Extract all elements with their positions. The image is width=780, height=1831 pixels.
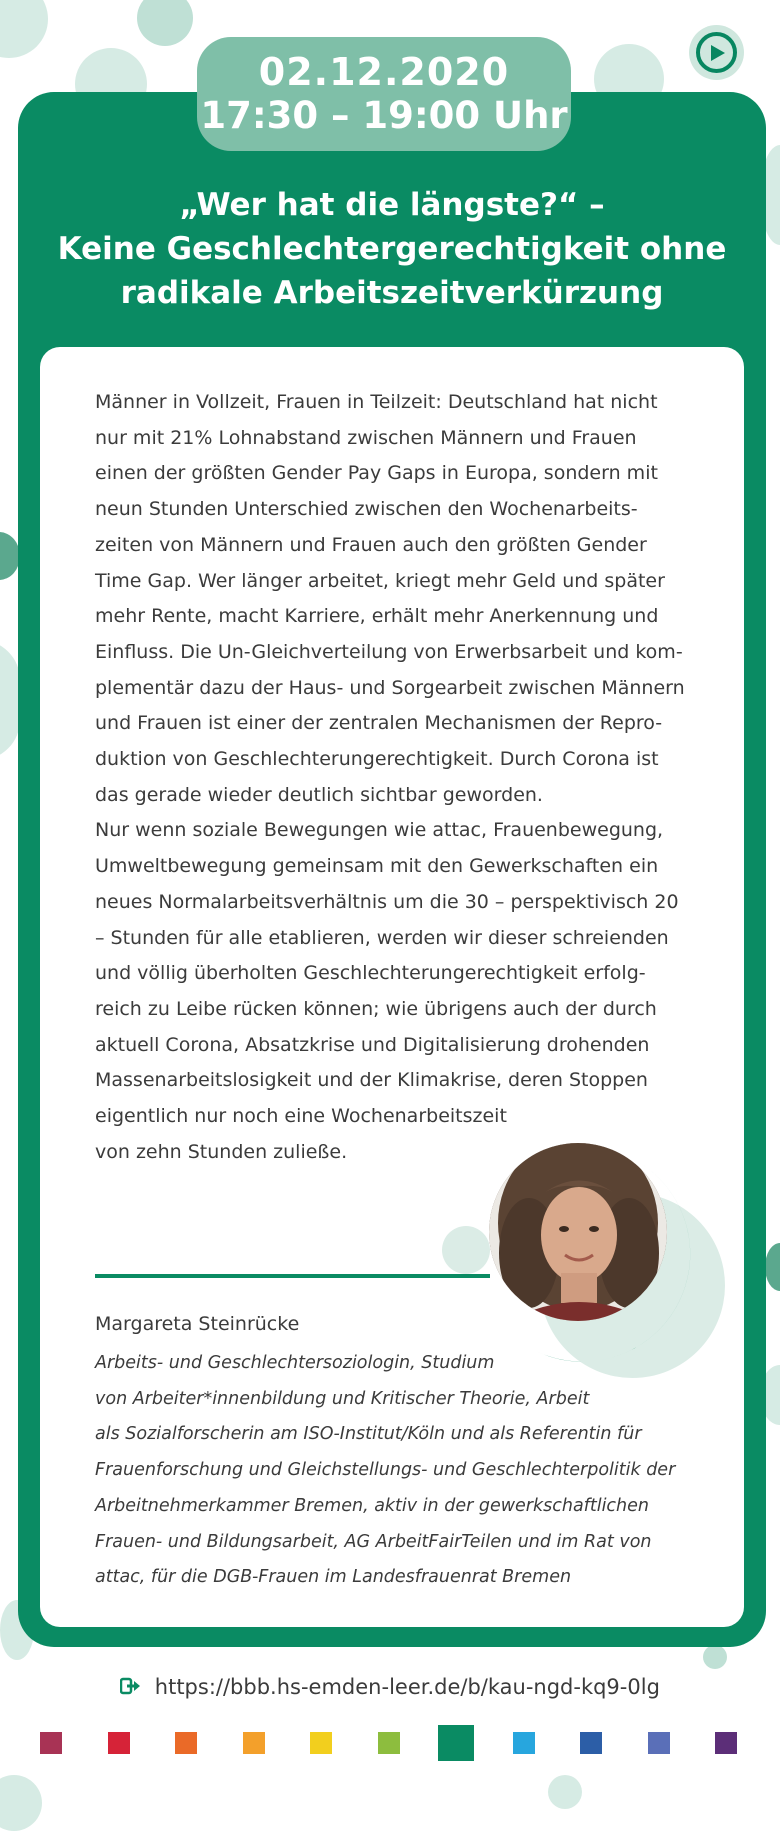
event-description — [95, 385, 715, 1170]
description-line: einen der größten Gender Pay Gaps in Europa, sondern mit — [95, 462, 658, 485]
description-line: plementär dazu der Haus- und Sorgearbeit zwischen Männern — [95, 676, 685, 699]
external-link-arrow-icon — [120, 1676, 142, 1700]
description-line: mehr Rente, macht Karriere, erhält mehr Anerkennung und — [95, 605, 659, 628]
description-line: duktion von Geschlechterungerechtigkeit. Durch Corona ist — [95, 748, 659, 771]
description-line: Time Gap. Wer länger arbeitet, kriegt mehr Geld und später — [95, 569, 665, 592]
meeting-link[interactable]: https://bbb.hs-emden-leer.de/b/kau-ngd-kq9-0lg — [154, 1675, 660, 1699]
description-line: und Frauen ist einer der zentralen Mechanismen der Repro- — [95, 712, 663, 735]
color-swatch — [310, 1732, 332, 1754]
description-line: und völlig überholten Geschlechterungerechtigkeit erfolg- — [95, 962, 646, 985]
bio-line: Frauen- und Bildungsarbeit, AG ArbeitFairTeilen und im Rat von — [95, 1531, 652, 1552]
description-line: eigentlich nur noch eine Wochenarbeitszeit — [95, 1105, 507, 1128]
bio-line: Arbeitnehmerkammer Bremen, aktiv in der gewerkschaftlichen — [95, 1495, 650, 1516]
event-title — [18, 183, 766, 315]
speaker-bio — [95, 1346, 715, 1596]
color-swatch — [648, 1732, 670, 1754]
event-time: 17:30 – 19:00 Uhr — [200, 93, 568, 137]
description-line: von zehn Stunden zuließe. — [95, 1140, 348, 1163]
decorative-dot — [0, 640, 20, 760]
description-line: neun Stunden Unterschied zwischen den Wochenarbeits- — [95, 498, 638, 521]
color-swatch — [243, 1732, 265, 1754]
play-button[interactable] — [689, 25, 744, 80]
play-circle-icon — [696, 32, 737, 73]
title-line: Keine Geschlechtergerechtigkeit ohne — [57, 231, 727, 267]
description-line: Umweltbewegung gemeinsam mit den Gewerkschaften ein — [95, 855, 659, 878]
decorative-dot — [0, 532, 20, 580]
date-time-badge — [197, 37, 571, 151]
section-divider — [95, 1274, 490, 1278]
color-swatch — [580, 1732, 602, 1754]
description-line: nur mit 21% Lohnabstand zwischen Männern und Frauen — [95, 426, 637, 449]
color-swatch — [175, 1732, 197, 1754]
title-line: radikale Arbeitszeitverkürzung — [120, 275, 664, 311]
color-swatch — [715, 1732, 737, 1754]
description-line: reich zu Leibe rücken können; wie übrigens auch der durch — [95, 997, 657, 1020]
title-line: „Wer hat die längste?“ – — [179, 187, 605, 223]
color-swatch-strip — [0, 1732, 780, 1772]
color-swatch — [438, 1725, 474, 1761]
decorative-dot — [548, 1775, 582, 1809]
color-swatch — [378, 1732, 400, 1754]
description-line: neues Normalarbeitsverhältnis um die 30 – perspektivisch 20 — [95, 890, 679, 913]
bio-line: attac, für die DGB-Frauen im Landesfrauenrat Bremen — [95, 1567, 572, 1588]
decorative-dot — [765, 1243, 780, 1291]
description-line: Nur wenn soziale Bewegungen wie attac, Frauenbewegung, — [95, 819, 664, 842]
bio-line: von Arbeiter*innenbildung und Kritischer Theorie, Arbeit — [95, 1388, 590, 1409]
bio-line: Arbeits- und Geschlechtersoziologin, Studium — [95, 1353, 495, 1373]
description-line: Männer in Vollzeit, Frauen in Teilzeit: Deutschland hat nicht — [95, 391, 658, 413]
decorative-dot — [0, 1775, 42, 1831]
description-line: aktuell Corona, Absatzkrise und Digitalisierung drohenden — [95, 1033, 650, 1056]
speaker-portrait-group — [470, 1138, 720, 1378]
speaker-name: Margareta Steinrücke — [95, 1313, 300, 1335]
description-line: Einfluss. Die Un-Gleichverteilung von Erwerbsarbeit und kom- — [95, 640, 683, 663]
bio-line: Frauenforschung und Gleichstellungs- und Geschlechterpolitik der — [95, 1460, 676, 1481]
decorative-dot — [0, 0, 48, 58]
decorative-dot — [703, 1645, 727, 1669]
description-line: Massenarbeitslosigkeit und der Klimakrise, deren Stoppen — [95, 1069, 648, 1092]
decorative-dot — [137, 0, 193, 46]
color-swatch — [513, 1732, 535, 1754]
event-date: 02.12.2020 — [258, 49, 510, 94]
meeting-link-row — [0, 1675, 780, 1700]
speaker-photo — [489, 1143, 667, 1321]
description-line: zeiten von Männern und Frauen auch den größten Gender — [95, 533, 647, 556]
bio-line: als Sozialforscherin am ISO-Institut/Köln und als Referentin für — [95, 1424, 642, 1445]
color-swatch — [108, 1732, 130, 1754]
description-line: – Stunden für alle etablieren, werden wir dieser schreienden — [95, 926, 669, 949]
color-swatch — [40, 1732, 62, 1754]
description-line: das gerade wieder deutlich sichtbar geworden. — [95, 783, 543, 806]
